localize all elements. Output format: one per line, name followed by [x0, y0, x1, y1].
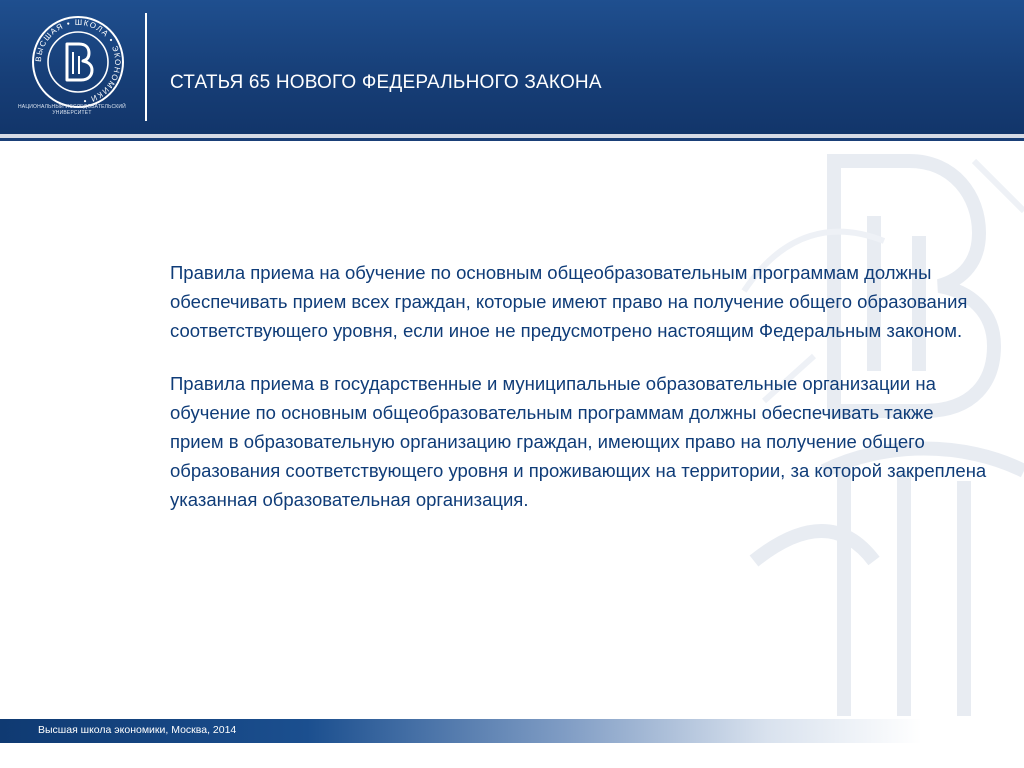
- header-divider: [145, 13, 147, 121]
- header-bar: [0, 0, 1024, 134]
- footer-text: Высшая школа экономики, Москва, 2014: [38, 724, 237, 736]
- logo-caption: [16, 104, 128, 116]
- article-text: [170, 258, 990, 538]
- page-title: СТАТЬЯ 65 НОВОГО ФЕДЕРАЛЬНОГО ЗАКОНА: [170, 72, 602, 93]
- logo-caption-line2: УНИВЕРСИТЕТ: [52, 110, 92, 116]
- logo-ring-text: ВЫСШАЯ • ШКОЛА • ЭКОНОМИКИ •: [33, 17, 123, 106]
- paragraph-1: Правила приема на обучение по основным общеобразовательным программам должны обеспечивать прием всех граждан, которые имеют право на получение общего образования соответствующего уровня, если иное не предусмотрено настоящим Федеральным законом.: [170, 262, 968, 341]
- logo-caption-line1: НАЦИОНАЛЬНЫЙ ИССЛЕДОВАТЕЛЬСКИЙ: [18, 104, 126, 110]
- paragraph-2: Правила приема в государственные и муниципальные образовательные организации на обучение по основным общеобразовательным программам должны обеспечивать также прием в образовательную организацию граждан, имеющих право на получение общего образования соответствующего уровня и проживающих на территории, за которой закреплена указанная образовательная организация.: [170, 373, 987, 510]
- footer-bar: [0, 719, 1024, 743]
